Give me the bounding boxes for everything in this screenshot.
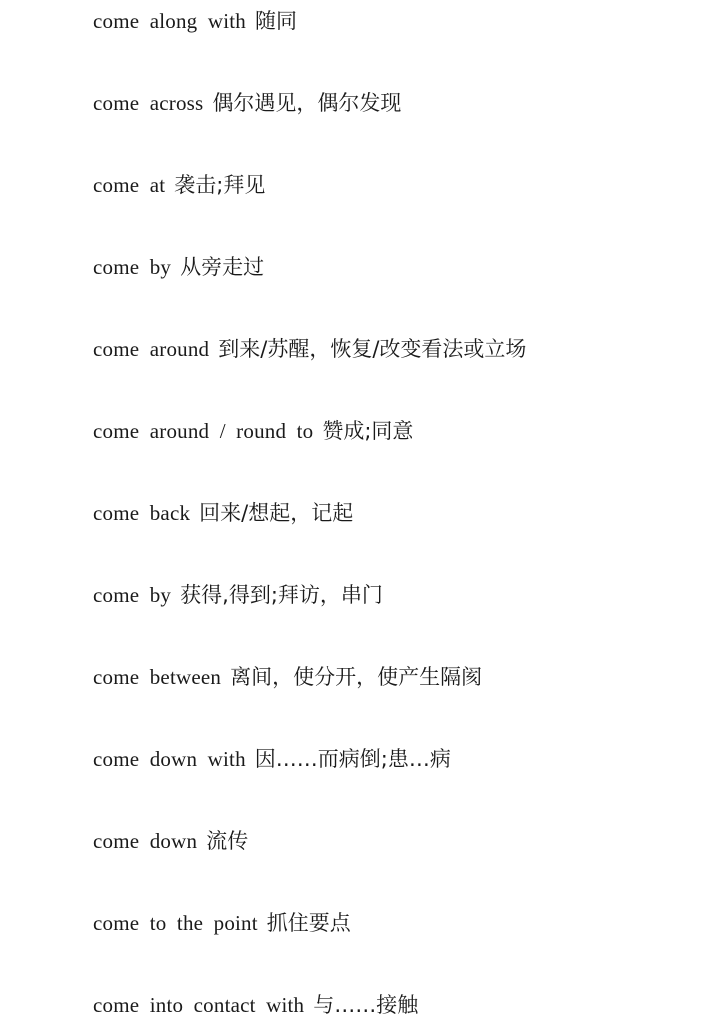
- phrase-entry: [93, 170, 265, 200]
- phrase-english: come down with: [93, 747, 246, 771]
- phrase-english: come along with: [93, 9, 246, 33]
- phrase-english: come by: [93, 255, 172, 279]
- phrase-english: come to the point: [93, 911, 258, 935]
- phrase-chinese: 离间，使分开，使产生隔阂: [230, 665, 483, 689]
- phrase-chinese: 流传: [206, 829, 249, 853]
- phrase-chinese: 因……而病倒;患…病: [254, 747, 451, 771]
- phrase-chinese: 到来/苏醒，恢复/改变看法或立场: [218, 337, 527, 361]
- phrase-chinese: 与……接触: [313, 993, 419, 1017]
- phrase-entry: [93, 580, 383, 610]
- phrase-entry: [93, 6, 297, 36]
- phrase-chinese: 赞成;同意: [322, 419, 414, 443]
- phrase-chinese: 获得,得到;拜访，串门: [180, 583, 383, 607]
- phrase-chinese: 随同: [254, 9, 297, 33]
- phrase-entry: [93, 662, 482, 692]
- phrase-english: come into contact with: [93, 993, 305, 1017]
- phrase-entry: [93, 908, 351, 938]
- phrase-entry: [93, 744, 451, 774]
- phrase-entry: [93, 826, 248, 856]
- phrase-chinese: 回来/想起，记起: [199, 501, 354, 525]
- phrase-chinese: 袭击;拜见: [174, 173, 266, 197]
- phrase-entry: [93, 252, 264, 282]
- phrase-english: come around: [93, 337, 210, 361]
- phrase-chinese: 抓住要点: [266, 911, 351, 935]
- phrase-english: come across: [93, 91, 204, 115]
- phrase-entry: [93, 334, 526, 364]
- phrase-english: come around / round to: [93, 419, 314, 443]
- phrase-english: come by: [93, 583, 172, 607]
- phrase-english: come between: [93, 665, 222, 689]
- phrase-english: come back: [93, 501, 191, 525]
- phrase-english: come down: [93, 829, 198, 853]
- phrase-entry: [93, 416, 413, 446]
- phrase-chinese: 从旁走过: [180, 255, 265, 279]
- phrase-entry: [93, 990, 418, 1020]
- phrase-entry: [93, 498, 353, 528]
- phrase-chinese: 偶尔遇见，偶尔发现: [212, 91, 402, 115]
- phrase-entry: [93, 88, 401, 118]
- phrase-english: come at: [93, 173, 166, 197]
